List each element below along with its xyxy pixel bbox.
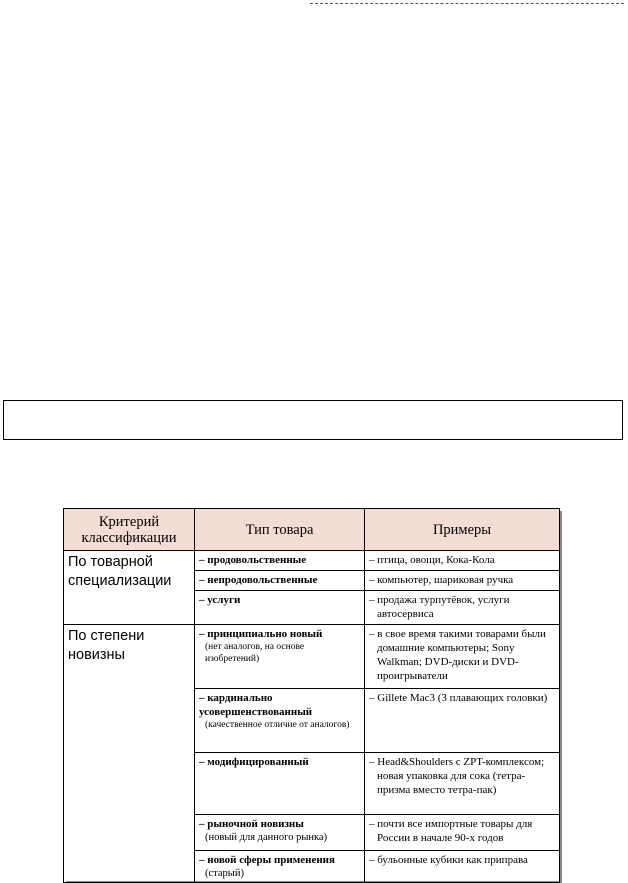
example-text: – почти все импортные товары для России в начале 90-х годов bbox=[369, 818, 533, 844]
header-row bbox=[64, 509, 560, 551]
example-text: – компьютер, шариковая ручка bbox=[369, 574, 514, 586]
table-row bbox=[64, 551, 560, 571]
example-cell bbox=[365, 689, 560, 753]
type-label: – новой сферы применения bbox=[199, 854, 335, 866]
example-text: – продажа турпутёвок, услуги автосервиса bbox=[369, 594, 510, 620]
example-text: – в свое время такими товарами были домашние компьютеры; Sony Walkman; DVD-диски и DVD-проигрыватели bbox=[369, 628, 546, 682]
header-examples: Примеры bbox=[365, 509, 560, 551]
example-text: – птица, овощи, Кока-Кола bbox=[369, 554, 495, 566]
header-type: Тип товара bbox=[195, 509, 365, 551]
type-label: – принципиально новый bbox=[199, 628, 323, 640]
type-note: (старый) bbox=[205, 868, 244, 879]
example-cell bbox=[365, 625, 560, 689]
classification-table bbox=[63, 508, 560, 883]
criterion-cell: По товарной специализации bbox=[64, 551, 195, 625]
criterion-cell: По степени новизны bbox=[64, 625, 195, 883]
type-cell bbox=[195, 689, 365, 753]
example-cell bbox=[365, 591, 560, 625]
header-criterion: Критерий классификации bbox=[64, 509, 195, 551]
type-label: – непродовольственные bbox=[199, 574, 318, 586]
type-label: – кардинально усовершенствованный bbox=[199, 692, 313, 718]
type-label: – услуги bbox=[199, 594, 241, 606]
type-note: (качественное отличие от аналогов) bbox=[205, 720, 350, 730]
type-cell bbox=[195, 591, 365, 625]
type-label: – продовольственные bbox=[199, 554, 307, 566]
table-row bbox=[64, 625, 560, 689]
example-cell bbox=[365, 551, 560, 571]
example-cell bbox=[365, 571, 560, 591]
type-cell bbox=[195, 551, 365, 571]
classification-table-wrapper bbox=[63, 508, 559, 881]
type-cell bbox=[195, 571, 365, 591]
example-cell bbox=[365, 851, 560, 883]
type-label: – рыночной новизны bbox=[199, 818, 304, 830]
type-cell bbox=[195, 625, 365, 689]
type-cell bbox=[195, 753, 365, 815]
top-dashed-rule bbox=[310, 3, 624, 4]
empty-text-box bbox=[3, 400, 623, 440]
type-note: (новый для данного рынка) bbox=[205, 832, 328, 843]
example-text: – Head&Shoulders с ZPT-комплексом; новая упаковка для сока (тетра-призма вместо тетра-пак) bbox=[369, 756, 545, 796]
type-note: (нет аналогов, на основе изобретений) bbox=[205, 642, 305, 664]
type-label: – модифицированный bbox=[199, 756, 309, 768]
example-text: – бульонные кубики как приправа bbox=[369, 854, 528, 866]
type-cell bbox=[195, 815, 365, 851]
example-text: – Gillete Mac3 (3 плавающих головки) bbox=[369, 692, 548, 704]
example-cell bbox=[365, 753, 560, 815]
example-cell bbox=[365, 815, 560, 851]
type-cell bbox=[195, 851, 365, 883]
